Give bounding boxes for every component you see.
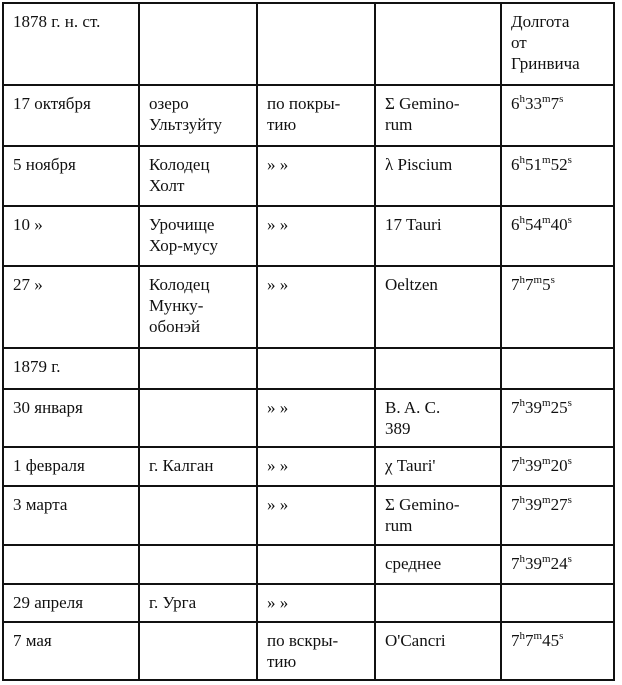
longitude-cell (501, 146, 614, 206)
longitude-cell (501, 545, 614, 584)
header-row (3, 3, 614, 85)
longitude-hours: 7 (511, 495, 520, 514)
date-text: 5 ноября (13, 155, 76, 174)
date-cell (3, 266, 139, 348)
table-row (3, 146, 614, 206)
unit-minutes: m (542, 93, 551, 105)
unit-seconds: s (559, 630, 564, 642)
longitude-minutes: 39 (525, 495, 542, 514)
longitude-seconds: 52 (550, 155, 568, 174)
star-cell (375, 447, 501, 486)
longitude-hours: 7 (511, 631, 520, 650)
longitude-cell (501, 389, 614, 447)
unit-minutes: m (533, 630, 543, 642)
longitude-hours: 6 (511, 215, 520, 234)
method-text: » » (267, 593, 289, 612)
star-text: Σ Gemino- rum (385, 495, 460, 535)
star-text: χ Tauri' (385, 456, 436, 475)
method-text: » » (267, 215, 289, 234)
place-text: Урочище Хор-мусу (149, 215, 218, 255)
header-empty-cell (139, 3, 257, 85)
method-cell (257, 486, 375, 545)
unit-seconds: s (559, 93, 564, 105)
star-text: Σ Gemino- rum (385, 94, 460, 134)
method-text: » » (267, 398, 289, 417)
place-cell (139, 389, 257, 447)
method-text: » » (267, 155, 289, 174)
unit-hours: h (519, 274, 525, 286)
date-cell (3, 85, 139, 146)
longitude-cell (501, 622, 614, 680)
longitude-value (511, 93, 607, 114)
header-empty-cell (257, 3, 375, 85)
longitude-minutes: 7 (525, 275, 534, 294)
longitude-minutes: 39 (525, 456, 542, 475)
longitude-seconds: 5 (542, 275, 551, 294)
unit-seconds: s (567, 397, 572, 409)
star-cell (375, 486, 501, 545)
longitude-seconds: 24 (550, 554, 568, 573)
longitude-cell (501, 206, 614, 266)
longitude-hours: 7 (511, 275, 520, 294)
star-cell (375, 146, 501, 206)
table-row (3, 447, 614, 486)
place-cell (139, 266, 257, 348)
longitude-value (511, 494, 607, 515)
table-row (3, 584, 614, 622)
place-cell (139, 206, 257, 266)
place-cell (139, 146, 257, 206)
unit-minutes: m (542, 154, 551, 166)
table-row (3, 85, 614, 146)
method-text: по покры- тию (267, 94, 341, 134)
longitude-minutes: 54 (525, 215, 542, 234)
unit-hours: h (519, 630, 525, 642)
method-cell (257, 146, 375, 206)
method-cell (257, 622, 375, 680)
unit-seconds: s (550, 274, 555, 286)
date-text: 7 мая (13, 631, 52, 650)
star-cell (375, 206, 501, 266)
date-text: 17 октября (13, 94, 91, 113)
method-cell (257, 206, 375, 266)
method-cell (257, 85, 375, 146)
header-longitude: Долгота от Гринвича (511, 12, 580, 73)
longitude-cell (501, 447, 614, 486)
date-text: 1879 г. (13, 357, 61, 376)
date-text: 1 февраля (13, 456, 85, 475)
table-row (3, 486, 614, 545)
table-row (3, 266, 614, 348)
place-text: г. Калган (149, 456, 214, 475)
longitude-seconds: 45 (542, 631, 560, 650)
method-text: » » (267, 495, 289, 514)
longitude-minutes: 39 (525, 554, 542, 573)
longitude-minutes: 51 (525, 155, 542, 174)
longitude-value (511, 214, 607, 235)
unit-seconds: s (567, 214, 572, 226)
longitude-hours: 6 (511, 155, 520, 174)
longitude-value (511, 274, 607, 295)
longitude-hours: 7 (511, 456, 520, 475)
longitude-minutes: 7 (525, 631, 534, 650)
method-cell (257, 584, 375, 622)
unit-seconds: s (567, 553, 572, 565)
star-text: среднее (385, 554, 442, 573)
place-text: Колодец Мунку- обонэй (149, 275, 210, 336)
table-row (3, 206, 614, 266)
method-text: » » (267, 456, 289, 475)
date-cell (3, 389, 139, 447)
date-text: 10 » (13, 215, 43, 234)
star-cell (375, 622, 501, 680)
unit-hours: h (519, 397, 525, 409)
place-cell (139, 622, 257, 680)
longitude-hours: 6 (511, 94, 520, 113)
table-row (3, 348, 614, 389)
place-text: г. Урга (149, 593, 197, 612)
unit-minutes: m (542, 455, 551, 467)
date-cell (3, 146, 139, 206)
date-text: 29 апреля (13, 593, 84, 612)
star-cell (375, 266, 501, 348)
method-text: » » (267, 275, 289, 294)
table-row (3, 545, 614, 584)
longitude-minutes: 39 (525, 398, 542, 417)
longitude-seconds: 7 (550, 94, 560, 113)
longitude-cell (501, 486, 614, 545)
longitude-value (511, 630, 607, 651)
table-row (3, 389, 614, 447)
table-row (3, 622, 614, 680)
unit-seconds: s (567, 154, 572, 166)
unit-minutes: m (542, 494, 551, 506)
header-longitude-cell (501, 3, 614, 85)
date-cell (3, 206, 139, 266)
longitude-hours: 7 (511, 554, 520, 573)
star-text: O'Cancri (385, 631, 446, 650)
unit-seconds: s (567, 494, 572, 506)
star-text: λ Piscium (385, 155, 453, 174)
date-cell (3, 584, 139, 622)
unit-hours: h (519, 93, 525, 105)
unit-minutes: m (542, 553, 551, 565)
star-text: B. A. C. 389 (385, 398, 441, 438)
star-cell (375, 389, 501, 447)
date-cell (3, 447, 139, 486)
date-cell (3, 545, 139, 584)
star-cell (375, 545, 501, 584)
method-cell (257, 266, 375, 348)
place-cell (139, 584, 257, 622)
place-cell (139, 486, 257, 545)
place-cell (139, 545, 257, 584)
star-cell (375, 348, 501, 389)
method-cell (257, 447, 375, 486)
place-text: Колодец Холт (149, 155, 210, 195)
longitude-cell (501, 348, 614, 389)
method-cell (257, 545, 375, 584)
date-cell (3, 348, 139, 389)
star-cell (375, 85, 501, 146)
place-text: озеро Ультзуйту (149, 94, 223, 134)
header-date: 1878 г. н. ст. (13, 12, 101, 31)
date-cell (3, 622, 139, 680)
method-text: по вскры- тию (267, 631, 339, 671)
unit-hours: h (519, 455, 525, 467)
unit-hours: h (519, 553, 525, 565)
longitude-cell (501, 85, 614, 146)
longitude-value (511, 397, 607, 418)
longitude-seconds: 25 (550, 398, 568, 417)
longitude-cell (501, 584, 614, 622)
longitude-cell (501, 266, 614, 348)
method-cell (257, 389, 375, 447)
longitude-minutes: 33 (525, 94, 542, 113)
place-cell (139, 348, 257, 389)
place-cell (139, 85, 257, 146)
longitude-seconds: 27 (550, 495, 568, 514)
place-cell (139, 447, 257, 486)
longitude-value (511, 154, 607, 175)
longitude-seconds: 40 (550, 215, 568, 234)
header-date-cell (3, 3, 139, 85)
method-cell (257, 348, 375, 389)
unit-hours: h (519, 494, 525, 506)
date-text: 27 » (13, 275, 43, 294)
date-cell (3, 486, 139, 545)
star-text: Oeltzen (385, 275, 438, 294)
longitude-value (511, 455, 607, 476)
unit-minutes: m (542, 214, 551, 226)
unit-minutes: m (533, 274, 543, 286)
longitude-value (511, 553, 607, 574)
date-text: 3 марта (13, 495, 68, 514)
header-empty-cell (375, 3, 501, 85)
unit-hours: h (519, 154, 525, 166)
star-cell (375, 584, 501, 622)
longitude-seconds: 20 (550, 456, 568, 475)
star-text: 17 Tauri (385, 215, 442, 234)
unit-hours: h (519, 214, 525, 226)
unit-minutes: m (542, 397, 551, 409)
date-text: 30 января (13, 398, 83, 417)
observations-table (2, 2, 615, 681)
longitude-hours: 7 (511, 398, 520, 417)
unit-seconds: s (567, 455, 572, 467)
